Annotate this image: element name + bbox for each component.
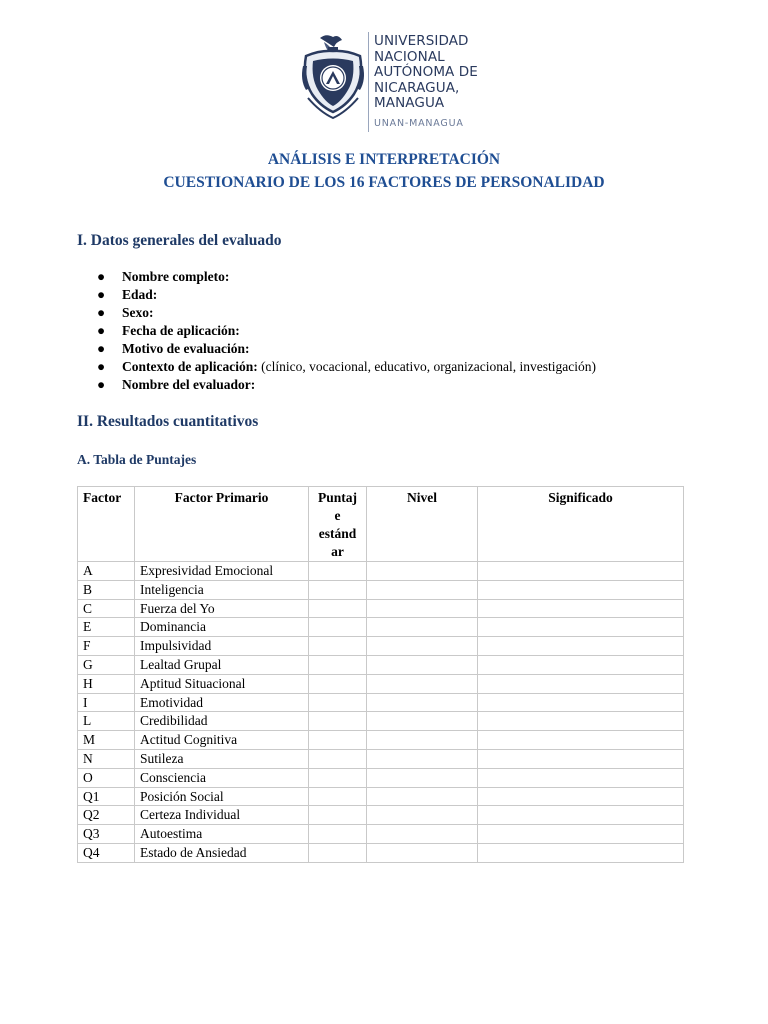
table-row <box>78 618 684 637</box>
table-row <box>78 693 684 712</box>
score-cell[interactable] <box>309 618 367 637</box>
score-cell[interactable] <box>309 806 367 825</box>
field-label: Motivo de evaluación: <box>122 341 250 356</box>
table-row <box>78 806 684 825</box>
header-divider <box>368 32 369 132</box>
score-cell[interactable] <box>309 599 367 618</box>
primary-factor-cell: Consciencia <box>135 768 309 787</box>
meaning-cell[interactable] <box>478 637 684 656</box>
table-row <box>78 712 684 731</box>
field-label: Fecha de aplicación: <box>122 323 240 338</box>
meaning-cell[interactable] <box>478 599 684 618</box>
factor-cell: L <box>78 712 135 731</box>
title-line-1: ANÁLISIS E INTERPRETACIÓN <box>267 151 501 168</box>
column-header-factor: Factor <box>78 487 135 562</box>
general-data-list <box>97 268 596 394</box>
table-row <box>78 580 684 599</box>
score-cell[interactable] <box>309 787 367 806</box>
meaning-cell[interactable] <box>478 731 684 750</box>
primary-factor-cell: Actitud Cognitiva <box>135 731 309 750</box>
factor-cell: B <box>78 580 135 599</box>
primary-factor-cell: Sutileza <box>135 749 309 768</box>
factor-cell: Q3 <box>78 825 135 844</box>
university-name-line: UNIVERSIDAD <box>374 33 469 49</box>
score-cell[interactable] <box>309 712 367 731</box>
section-heading-general-data: I. Datos generales del evaluado <box>77 232 282 249</box>
table-row <box>78 637 684 656</box>
field-value: (clínico, vocacional, educativo, organizacional, investigación) <box>257 359 596 374</box>
primary-factor-cell: Aptitud Situacional <box>135 674 309 693</box>
list-item <box>97 268 596 286</box>
factor-cell: A <box>78 562 135 581</box>
level-cell[interactable] <box>367 843 478 862</box>
score-cell[interactable] <box>309 580 367 599</box>
level-cell[interactable] <box>367 618 478 637</box>
column-header-meaning: Significado <box>478 487 684 562</box>
table-row <box>78 562 684 581</box>
bullet-icon: ● <box>97 341 106 356</box>
factor-cell: M <box>78 731 135 750</box>
university-header <box>300 24 500 136</box>
university-name-line: MANAGUA <box>374 95 445 111</box>
score-cell[interactable] <box>309 693 367 712</box>
factor-cell: O <box>78 768 135 787</box>
document-title <box>0 148 768 194</box>
university-name <box>374 34 504 112</box>
meaning-cell[interactable] <box>478 825 684 844</box>
level-cell[interactable] <box>367 580 478 599</box>
field-label: Nombre del evaluador: <box>122 377 256 392</box>
meaning-cell[interactable] <box>478 768 684 787</box>
meaning-cell[interactable] <box>478 562 684 581</box>
score-cell[interactable] <box>309 655 367 674</box>
factor-cell: H <box>78 674 135 693</box>
field-label: Sexo: <box>122 305 154 320</box>
factor-cell: E <box>78 618 135 637</box>
score-cell[interactable] <box>309 562 367 581</box>
university-name-line: NACIONAL <box>374 48 445 65</box>
field-label: Contexto de aplicación: <box>122 359 258 374</box>
level-cell[interactable] <box>367 749 478 768</box>
column-header-primary-factor: Factor Primario <box>135 487 309 562</box>
primary-factor-cell: Fuerza del Yo <box>135 599 309 618</box>
level-cell[interactable] <box>367 562 478 581</box>
meaning-cell[interactable] <box>478 712 684 731</box>
meaning-cell[interactable] <box>478 693 684 712</box>
bullet-icon: ● <box>97 305 106 320</box>
primary-factor-cell: Dominancia <box>135 618 309 637</box>
meaning-cell[interactable] <box>478 580 684 599</box>
factor-cell: F <box>78 637 135 656</box>
list-item <box>97 322 596 340</box>
meaning-cell[interactable] <box>478 674 684 693</box>
table-row <box>78 655 684 674</box>
level-cell[interactable] <box>367 599 478 618</box>
table-row <box>78 674 684 693</box>
list-item <box>97 340 596 358</box>
score-cell[interactable] <box>309 843 367 862</box>
primary-factor-cell: Estado de Ansiedad <box>135 843 309 862</box>
primary-factor-cell: Autoestima <box>135 825 309 844</box>
level-cell[interactable] <box>367 731 478 750</box>
list-item <box>97 376 596 394</box>
meaning-cell[interactable] <box>478 749 684 768</box>
primary-factor-cell: Inteligencia <box>135 580 309 599</box>
factor-cell: Q1 <box>78 787 135 806</box>
table-row <box>78 843 684 862</box>
university-seal-icon <box>300 32 366 120</box>
score-cell[interactable] <box>309 749 367 768</box>
header-text-line: Puntaj <box>317 490 357 505</box>
primary-factor-cell: Posición Social <box>135 787 309 806</box>
field-label: Edad: <box>122 287 158 302</box>
primary-factor-cell: Certeza Individual <box>135 806 309 825</box>
factor-cell: I <box>78 693 135 712</box>
column-header-level: Nivel <box>367 487 478 562</box>
meaning-cell[interactable] <box>478 618 684 637</box>
level-cell[interactable] <box>367 712 478 731</box>
list-item <box>97 304 596 322</box>
university-abbreviation: UNAN-MANAGUA <box>374 118 464 129</box>
column-header-standard-score <box>309 487 367 562</box>
level-cell[interactable] <box>367 655 478 674</box>
level-cell[interactable] <box>367 806 478 825</box>
factor-cell: N <box>78 749 135 768</box>
level-cell[interactable] <box>367 787 478 806</box>
title-line-2: CUESTIONARIO DE LOS 16 FACTORES DE PERSONALIDAD <box>163 174 605 191</box>
factor-cell: C <box>78 599 135 618</box>
level-cell[interactable] <box>367 768 478 787</box>
meaning-cell[interactable] <box>478 655 684 674</box>
header-text-line: ar <box>331 544 344 559</box>
table-row <box>78 825 684 844</box>
table-row <box>78 768 684 787</box>
table-row <box>78 749 684 768</box>
field-label: Nombre completo: <box>122 269 230 284</box>
scores-table <box>77 486 684 863</box>
university-name-line: AUTÓNOMA DE <box>374 64 478 80</box>
primary-factor-cell: Lealtad Grupal <box>135 655 309 674</box>
table-row <box>78 599 684 618</box>
table-row <box>78 787 684 806</box>
header-text-line: e <box>334 508 341 523</box>
primary-factor-cell: Expresividad Emocional <box>135 562 309 581</box>
university-name-line: NICARAGUA, <box>374 79 460 96</box>
bullet-icon: ● <box>97 359 106 374</box>
bullet-icon: ● <box>97 287 106 302</box>
factor-cell: G <box>78 655 135 674</box>
bullet-icon: ● <box>97 269 106 284</box>
score-cell[interactable] <box>309 637 367 656</box>
bullet-icon: ● <box>97 377 106 392</box>
table-row <box>78 731 684 750</box>
table-header-row <box>78 487 684 562</box>
level-cell[interactable] <box>367 637 478 656</box>
score-cell[interactable] <box>309 825 367 844</box>
primary-factor-cell: Impulsividad <box>135 637 309 656</box>
level-cell[interactable] <box>367 825 478 844</box>
list-item <box>97 358 596 376</box>
level-cell[interactable] <box>367 674 478 693</box>
factor-cell: Q4 <box>78 843 135 862</box>
level-cell[interactable] <box>367 693 478 712</box>
header-text-line: estánd <box>318 526 357 541</box>
primary-factor-cell: Credibilidad <box>135 712 309 731</box>
factor-cell: Q2 <box>78 806 135 825</box>
section-heading-quantitative-results: II. Resultados cuantitativos <box>77 413 259 430</box>
meaning-cell[interactable] <box>478 787 684 806</box>
primary-factor-cell: Emotividad <box>135 693 309 712</box>
meaning-cell[interactable] <box>478 843 684 862</box>
meaning-cell[interactable] <box>478 806 684 825</box>
score-cell[interactable] <box>309 768 367 787</box>
score-cell[interactable] <box>309 731 367 750</box>
subsection-heading-scores-table: A. Tabla de Puntajes <box>77 452 197 467</box>
bullet-icon: ● <box>97 323 106 338</box>
list-item <box>97 286 596 304</box>
score-cell[interactable] <box>309 674 367 693</box>
